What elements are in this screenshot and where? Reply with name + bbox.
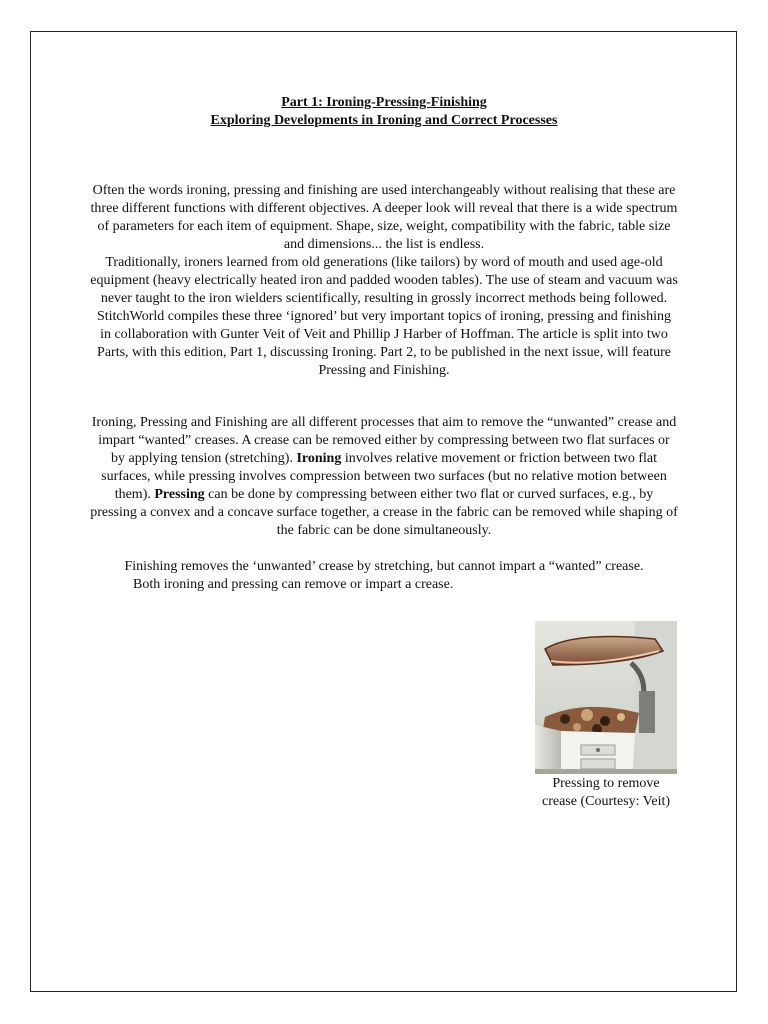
processes-text-b: involves relative movement or friction between two flat surfaces, while pressing involves compression between two surfaces (but no relative motion between them). [101,451,667,502]
pressing-term: Pressing [154,487,205,502]
title-line-2: Exploring Developments in Ironing and Correct Processes [210,113,558,128]
intro-paragraph-3: StitchWorld compiles these three ‘ignored’ but very important topics of ironing, pressing and finishing in collaboration with Gunter Veit of Veit and Phillip J Harber of Hoffman. The article is split into two Parts, with this edition, Part 1, discussing Ironing. Part 2, to be published in the next issue, will feature Pressing and Finishing. [96,309,672,378]
finishing-line-2: Both ironing and pressing can remove or impart a crease. [133,577,454,592]
caption-line-2: crease (Courtesy: Veit) [541,794,671,809]
pressing-machine-photo [535,621,677,774]
intro-paragraph-1: Often the words ironing, pressing and finishing are used interchangeably without realising that these are three different functions with different objectives. A deeper look will reveal that there is a wide spectrum of parameters for each item of equipment. Shape, size, weight, compatibility with the fabric, table size and dimensions... the list is endless. [90,183,678,252]
ironing-term: Ironing [296,451,342,466]
processes-text-c: can be done by compressing between either two flat or curved surfaces, e.g., by pressing a convex and a concave surface together, a crease in the fabric can be removed while shaping of the fabric can be done simultaneously. [90,487,678,538]
finishing-line-1: Finishing removes the ‘unwanted’ crease by stretching, but cannot impart a “wanted” crease. [124,559,644,574]
finishing-paragraph [90,558,678,594]
article-title [0,94,768,130]
intro-paragraph-2: Traditionally, ironers learned from old generations (like tailors) by word of mouth and used age-old equipment (heavy electrically heated iron and padded wooden tables). The use of steam and vacuum was never taught to the iron wielders scientifically, resulting in grossly incorrect methods being followed. [90,255,678,306]
caption-line-1: Pressing to remove [552,776,660,791]
title-line-1: Part 1: Ironing-Pressing-Finishing [281,95,487,110]
processes-paragraph [90,414,678,540]
figure-caption [516,775,696,811]
processes-text-a: Ironing, Pressing and Finishing are all different processes that aim to remove the “unwanted” crease and impart “wanted” creases. A crease can be removed either by compressing between two flat surfaces or by applying tension (stretching). [91,415,677,466]
intro-section [90,182,678,380]
